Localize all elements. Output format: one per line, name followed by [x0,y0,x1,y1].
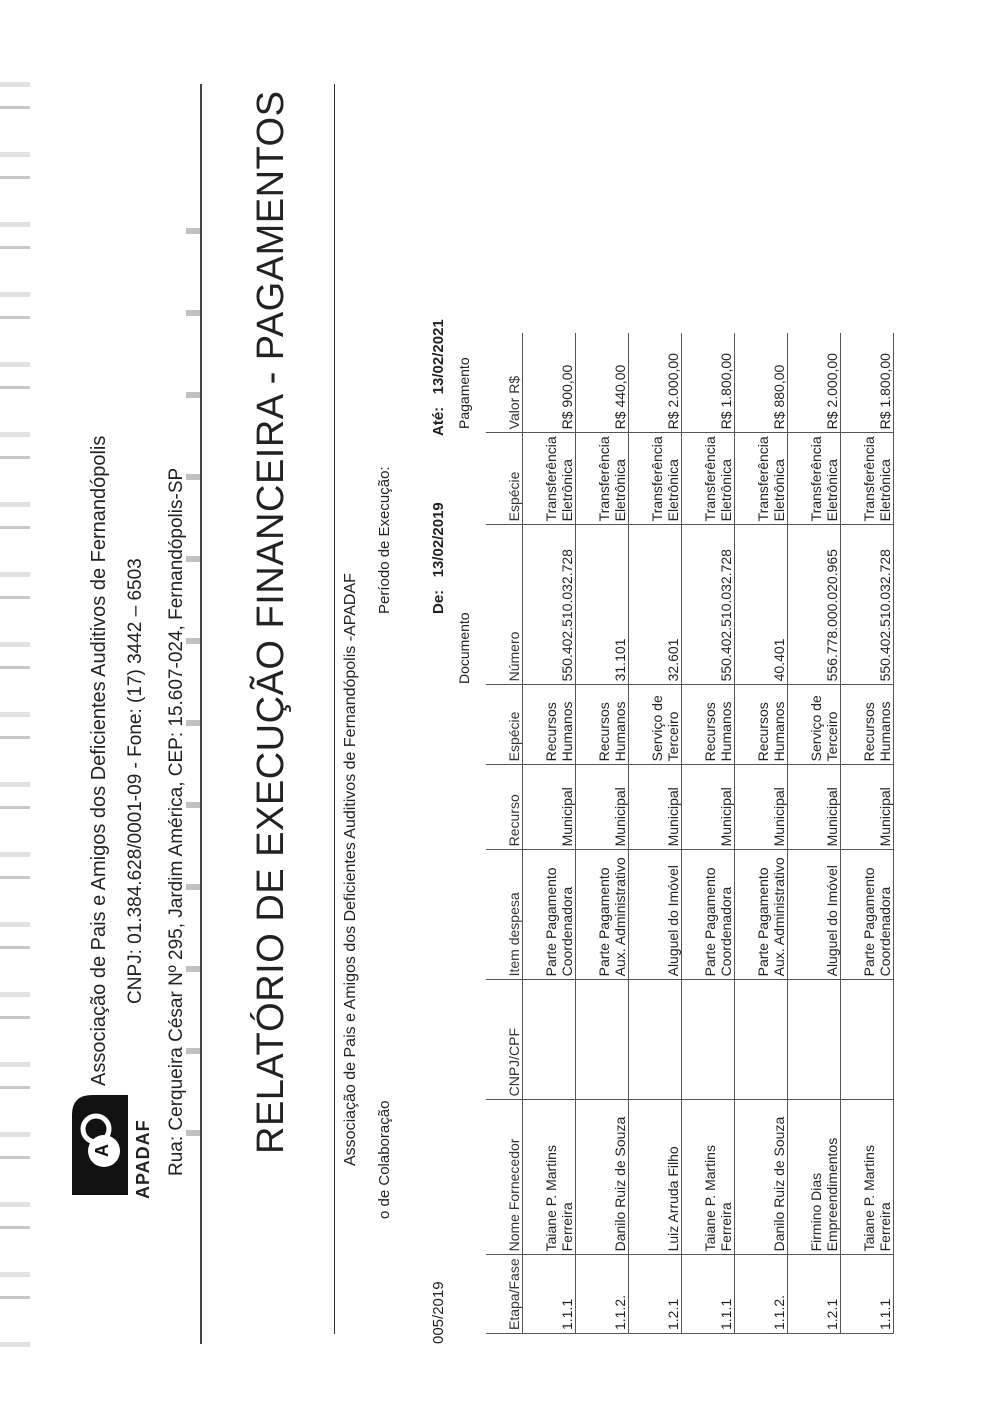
cell-etapa: 1.2.1 [788,1255,841,1334]
cell-numero: 40.401 [735,525,788,685]
period-from-value: 13/02/2019 [430,502,447,578]
cell-recurso: Municipal [841,765,894,850]
cell-etapa: 1.1.2. [576,1255,629,1334]
cell-cnpj [682,980,735,1100]
cell-cnpj [523,980,576,1100]
apadaf-logo [70,1094,153,1199]
cell-item: Parte Pagamento Aux. Administrativo [735,850,788,980]
cell-especie-doc: Recursos Humanos [682,685,735,765]
cell-especie-doc: Serviço de Terceiro [788,685,841,765]
organization-name: Associação de Pais e Amigos dos Deficientes Auditivos de Fernandópolis [88,435,110,1086]
cell-especie-pag: Transferência Eletrônica [788,433,841,525]
period-to-value: 13/02/2021 [430,319,447,395]
col-recurso: Recurso [486,765,523,850]
cell-valor: R$ 2.000,00 [788,333,841,433]
table-row [788,333,841,1334]
cell-especie-doc: Recursos Humanos [576,685,629,765]
cnpj-phone: CNPJ: 01.384.628/0001-09 - Fone: (17) 3442 – 6503 [125,558,146,1004]
cell-etapa: 1.1.1 [682,1255,735,1334]
address: Rua: Cerqueira César Nº 295, Jardim América, CEP: 15.607-024, Fernandópolis-SP [166,467,187,1176]
section-divider [334,84,335,1334]
col-especie-doc: Espécie [486,685,523,765]
cell-especie-pag: Transferência Eletrônica [841,433,894,525]
period-from-label: De: [430,589,447,614]
payment-group-header: Pagamento [456,357,472,429]
cell-especie-doc: Serviço de Terceiro [629,685,682,765]
process-number: 005/2019 [430,1281,447,1344]
payments-table [486,333,894,1334]
col-fornecedor: Nome Fornecedor [486,1100,523,1255]
cell-cnpj [629,980,682,1100]
cell-fornecedor: Danilo Ruiz de Souza [576,1100,629,1255]
cell-recurso: Municipal [576,765,629,850]
table-row [682,333,735,1334]
cell-valor: R$ 1.800,00 [682,333,735,433]
col-item: Item despesa [486,850,523,980]
cell-cnpj [841,980,894,1100]
cell-item: Parte Pagamento Coordenadora [682,850,735,980]
cell-recurso: Municipal [735,765,788,850]
logo-letter: A [92,1144,112,1157]
table-row [629,333,682,1334]
cell-fornecedor: Danilo Ruiz de Souza [735,1100,788,1255]
table-row [523,333,576,1334]
cell-numero: 32.601 [629,525,682,685]
cell-fornecedor: Luiz Arruda Filho [629,1100,682,1255]
cell-etapa: 1.1.1 [841,1255,894,1334]
period-from [430,502,447,614]
report-title: RELATÓRIO DE EXECUÇÃO FINANCEIRA - PAGAMENTOS [250,90,292,1154]
col-cnpj: CNPJ/CPF [486,980,523,1100]
cell-recurso: Municipal [629,765,682,850]
cell-numero: 31.101 [576,525,629,685]
cell-especie-pag: Transferência Eletrônica [629,433,682,525]
cell-recurso: Municipal [682,765,735,850]
cell-fornecedor: Taiane P. Martins Ferreira [523,1100,576,1255]
logo-wordmark: APADAF [133,1119,153,1199]
cell-numero: 550.402.510.032.728 [682,525,735,685]
cell-etapa: 1.2.1 [629,1255,682,1334]
cell-valor: R$ 2.000,00 [629,333,682,433]
cell-cnpj [735,980,788,1100]
col-etapa: Etapa/Fase [486,1255,523,1334]
cell-especie-pag: Transferência Eletrônica [576,433,629,525]
cell-fornecedor: Firmino Dias Empreendimentos [788,1100,841,1255]
cell-cnpj [788,980,841,1100]
association-line: Associação de Pais e Amigos dos Deficientes Auditivos de Fernandópolis -APADAF [342,573,359,1166]
cell-especie-doc: Recursos Humanos [523,685,576,765]
cell-valor: R$ 440,00 [576,333,629,433]
cell-especie-pag: Transferência Eletrônica [682,433,735,525]
cell-recurso: Municipal [788,765,841,850]
cell-especie-doc: Recursos Humanos [735,685,788,765]
cell-recurso: Municipal [523,765,576,850]
collaboration-term-label: o de Colaboração [376,1100,393,1219]
cell-fornecedor: Taiane P. Martins Ferreira [682,1100,735,1255]
header-divider [200,84,202,1344]
execution-period-label: Período de Execução: [376,466,393,614]
col-valor: Valor R$ [486,333,523,433]
table-header-row [486,333,523,1334]
cell-item: Parte Pagamento Coordenadora [523,850,576,980]
cell-cnpj [576,980,629,1100]
cell-fornecedor: Taiane P. Martins Ferreira [841,1100,894,1255]
cell-item: Parte Pagamento Aux. Administrativo [576,850,629,980]
cell-especie-doc: Recursos Humanos [841,685,894,765]
table-row [735,333,788,1334]
cell-item: Aluguel do Imóvel [629,850,682,980]
cell-valor: R$ 1.800,00 [841,333,894,433]
cell-item: Parte Pagamento Coordenadora [841,850,894,980]
cell-numero: 550.402.510.032.728 [841,525,894,685]
document-group-header: Documento [456,612,472,684]
period-to [430,319,447,436]
cell-etapa: 1.1.2. [735,1255,788,1334]
cell-valor: R$ 880,00 [735,333,788,433]
cell-especie-pag: Transferência Eletrônica [735,433,788,525]
cell-etapa: 1.1.1 [523,1255,576,1334]
cell-especie-pag: Transferência Eletrônica [523,433,576,525]
cell-numero: 550.402.510.032.728 [523,525,576,685]
period-to-label: Até: [430,406,447,436]
col-especie-pag: Espécie [486,433,523,525]
table-row [841,333,894,1334]
col-numero: Número [486,525,523,685]
cell-item: Aluguel do Imóvel [788,850,841,980]
cell-numero: 556.778.000.020.965 [788,525,841,685]
cell-valor: R$ 900,00 [523,333,576,433]
table-row [576,333,629,1334]
